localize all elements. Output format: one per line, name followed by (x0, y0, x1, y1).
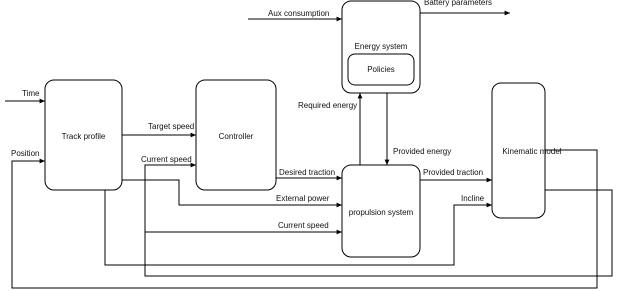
signal-external-power-label: External power (276, 194, 330, 203)
signal-provided-energy-label: Provided energy (393, 147, 452, 156)
signal-aux-consumption-label: Aux consumption (268, 9, 330, 18)
signal-time-label: Time (22, 89, 40, 98)
signal-provided-traction-label: Provided traction (423, 168, 484, 177)
energy-system-label: Energy system (354, 42, 408, 51)
block-track-profile (45, 80, 122, 190)
controller-label: Controller (218, 132, 254, 141)
signal-current-speed-bottom-label: Current speed (278, 221, 329, 230)
block-controller (196, 80, 276, 190)
signal-target-speed-label: Target speed (148, 122, 195, 131)
policies-label: Policies (367, 65, 395, 74)
signal-required-energy-label: Required energy (298, 101, 358, 110)
propulsion-system-label: propulsion system (348, 208, 414, 217)
block-propulsion-system (342, 165, 420, 257)
kinematic-model-label: Kinematic model (502, 147, 562, 156)
signal-current-speed-top-label: Current speed (141, 155, 192, 164)
signal-incline-label: Incline (461, 194, 485, 203)
block-kinematic-model (492, 83, 562, 218)
block-policies (348, 54, 414, 85)
signal-position-label: Position (11, 149, 40, 158)
signal-desired-traction-label: Desired traction (279, 168, 336, 177)
signal-battery-parameters-label: Battery parameters (424, 0, 493, 7)
track-profile-label: Track profile (61, 132, 106, 141)
block-energy-system (342, 1, 420, 93)
